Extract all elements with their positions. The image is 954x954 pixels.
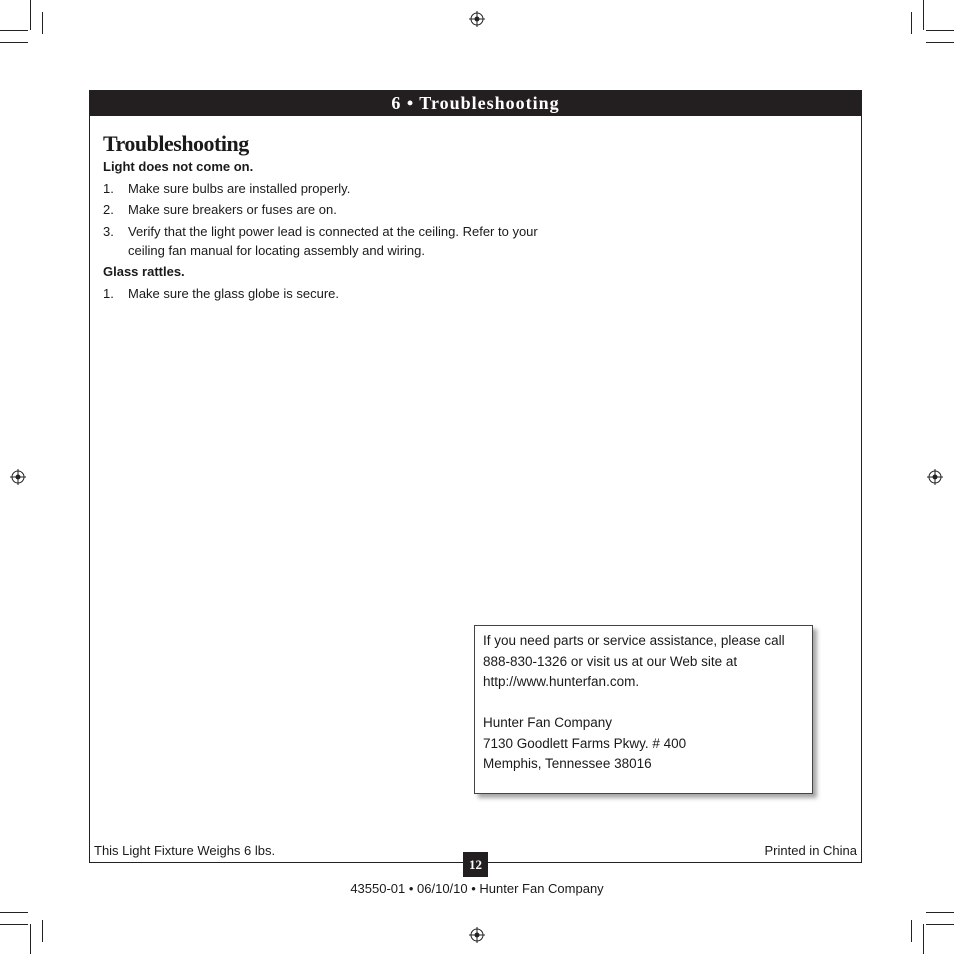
subhead-light: Light does not come on. xyxy=(103,159,254,174)
list-number: 1. xyxy=(103,181,114,196)
crop-mark xyxy=(0,912,28,913)
crop-mark xyxy=(926,42,954,43)
list-number: 1. xyxy=(103,286,114,301)
list-text: Make sure bulbs are installed properly. xyxy=(128,181,351,196)
crop-mark xyxy=(923,0,924,30)
list-text: Verify that the light power lead is connected at the ceiling. Refer to your ceiling fan manual for locating assembly and wiring. xyxy=(128,224,538,258)
crop-mark xyxy=(926,924,954,925)
crop-mark xyxy=(923,924,924,954)
crop-mark xyxy=(42,12,43,34)
registration-mark-icon xyxy=(927,469,943,485)
info-line: 888-830-1326 or visit us at our Web site at xyxy=(483,653,738,669)
crop-mark xyxy=(0,42,28,43)
weight-note: This Light Fixture Weighs 6 lbs. xyxy=(94,843,276,858)
info-line: If you need parts or service assistance, please call xyxy=(483,633,785,648)
list-text: Make sure the glass globe is secure. xyxy=(128,286,339,301)
company-name: Hunter Fan Company xyxy=(483,715,613,730)
list-item xyxy=(103,200,553,219)
crop-mark xyxy=(926,912,954,913)
subhead-glass: Glass rattles. xyxy=(103,264,185,279)
service-info-box xyxy=(474,625,813,794)
registration-mark-icon xyxy=(10,469,26,485)
page-frame xyxy=(89,90,862,872)
city-address: Memphis, Tennessee 38016 xyxy=(483,756,652,771)
crop-mark xyxy=(30,924,31,954)
crop-mark xyxy=(42,920,43,942)
crop-mark xyxy=(30,0,31,30)
list-number: 2. xyxy=(103,202,114,217)
website-link[interactable]: http://www.hunterfan.com. xyxy=(483,674,640,689)
crop-mark xyxy=(911,920,912,942)
section-header: 6 • Troubleshooting xyxy=(90,91,861,116)
crop-mark xyxy=(0,30,28,31)
document-info: 43550-01 • 06/10/10 • Hunter Fan Company xyxy=(350,881,604,896)
list-text: Make sure breakers or fuses are on. xyxy=(128,202,337,217)
page-title: Troubleshooting xyxy=(103,131,249,156)
crop-mark xyxy=(911,12,912,34)
registration-mark-icon xyxy=(469,927,485,943)
printed-note: Printed in China xyxy=(764,843,857,858)
page-number: 12 xyxy=(463,852,488,877)
crop-mark xyxy=(0,924,28,925)
list-item xyxy=(103,284,553,303)
list-number: 3. xyxy=(103,224,114,239)
list-item xyxy=(103,222,553,260)
registration-mark-icon xyxy=(469,11,485,27)
crop-mark xyxy=(926,30,954,31)
list-item xyxy=(103,179,553,198)
street-address: 7130 Goodlett Farms Pkwy. # 400 xyxy=(483,735,687,751)
